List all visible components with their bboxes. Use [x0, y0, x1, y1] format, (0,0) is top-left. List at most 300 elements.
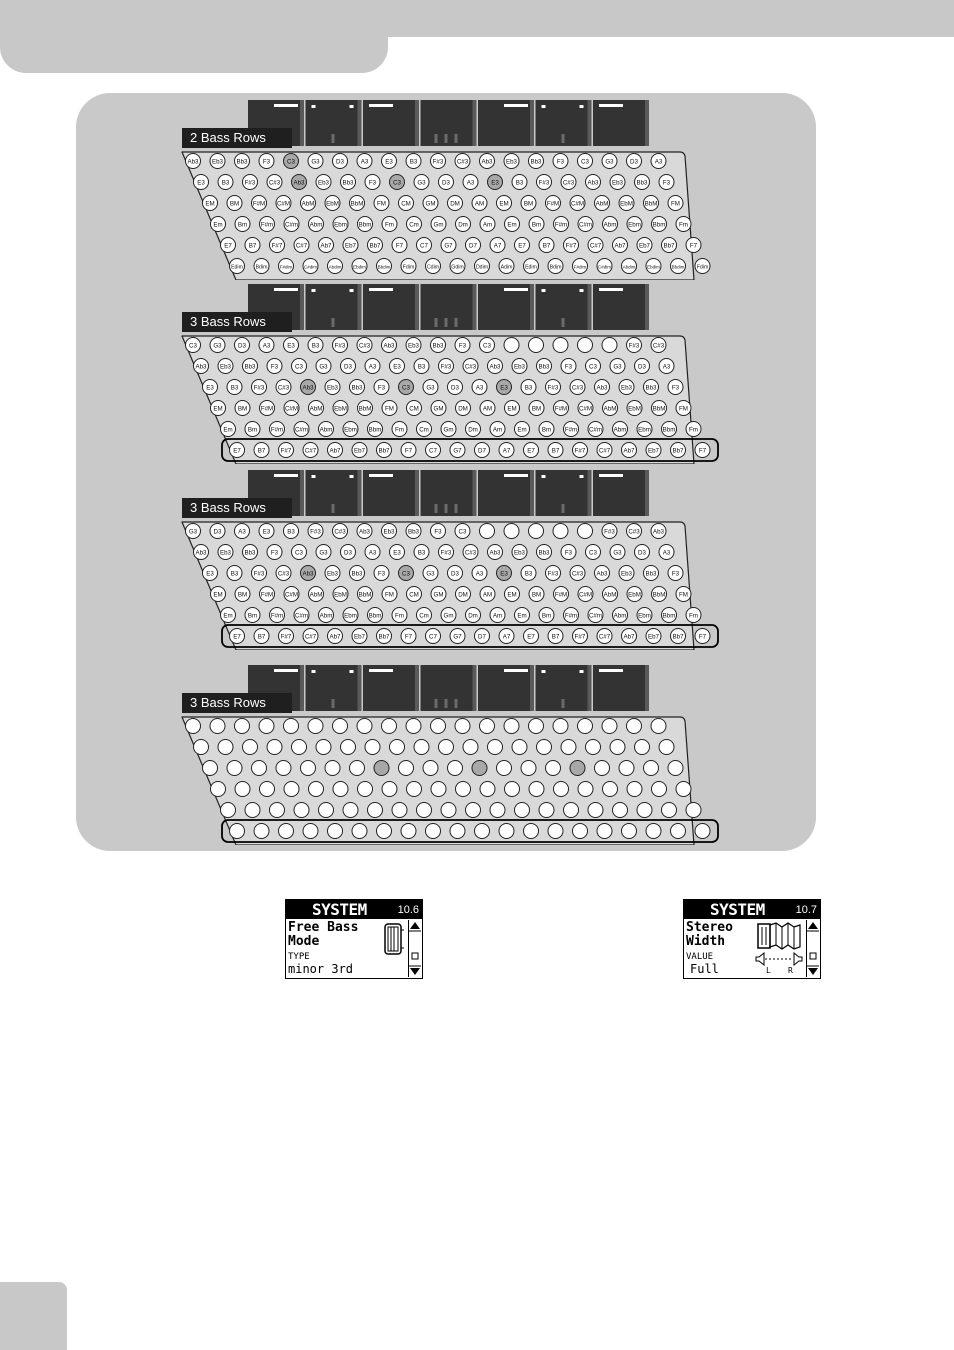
bass-button — [610, 740, 625, 755]
bass-button-label: C#3 — [334, 528, 346, 536]
bass-button-label: F3 — [434, 528, 442, 536]
key-strip — [0, 284, 954, 332]
page-corner-tab — [0, 1282, 67, 1350]
bass-button — [622, 824, 637, 839]
bass-button-label: C3 — [189, 342, 197, 350]
bass-button-label: Am — [492, 426, 503, 434]
bass-button — [382, 338, 397, 353]
bass-button-label: Bbm — [662, 612, 676, 620]
bass-button — [644, 566, 659, 581]
bass-button-label: F#7 — [271, 242, 283, 250]
bass-button — [635, 359, 650, 374]
bass-button — [377, 629, 392, 644]
bass-button — [439, 740, 454, 755]
bass-button — [260, 782, 275, 797]
bass-button-label: EbM — [334, 405, 347, 413]
bass-button-label: EM — [499, 200, 509, 208]
bass-button-label: E7 — [527, 447, 535, 455]
bass-button — [515, 238, 530, 253]
lcd-value-label: VALUE — [686, 952, 714, 962]
bass-button — [186, 154, 201, 169]
bass-button — [399, 380, 414, 395]
bass-button-label: Bb3 — [244, 549, 256, 557]
bass-button — [662, 608, 677, 623]
bass-button — [686, 422, 701, 437]
bass-button-label: Gdim — [451, 264, 464, 271]
bass-button — [573, 824, 588, 839]
bass-button-label: C#3 — [277, 384, 290, 392]
bass-button — [325, 566, 340, 581]
bass-button-label: GM — [433, 591, 444, 599]
bass-button — [637, 422, 652, 437]
bass-button — [652, 587, 667, 602]
bass-button-label: D3 — [638, 363, 646, 371]
bass-button — [374, 380, 389, 395]
bass-button — [414, 359, 429, 374]
bass-button — [357, 338, 372, 353]
bass-button-label: Ab3 — [489, 363, 501, 371]
bass-button — [294, 803, 309, 818]
bass-button — [352, 443, 367, 458]
register-key — [421, 100, 477, 146]
bass-button — [475, 443, 490, 458]
bass-button — [671, 259, 686, 274]
bass-button — [279, 629, 294, 644]
lcd-param-line1: Free Bass — [288, 920, 359, 935]
bass-button — [499, 443, 514, 458]
bass-button — [235, 217, 250, 232]
bass-button-label: G3 — [319, 363, 328, 371]
bass-button-label: BbM — [358, 591, 372, 599]
bass-button-label: F#3 — [547, 570, 559, 578]
bass-button — [448, 761, 463, 776]
bass-button — [441, 608, 456, 623]
bass-button — [662, 803, 677, 818]
bass-button-label: F7 — [395, 242, 404, 250]
bass-button — [644, 196, 659, 211]
bass-button — [671, 824, 686, 839]
bass-button — [333, 401, 348, 416]
bass-button — [399, 196, 414, 211]
bass-button — [570, 566, 585, 581]
bass-button-label: Bm — [247, 612, 258, 620]
bass-button — [358, 217, 373, 232]
bass-button — [227, 196, 242, 211]
bass-button-label: Ebm — [638, 612, 651, 620]
bass-button-label: D7 — [478, 447, 486, 455]
bass-button — [210, 338, 225, 353]
bass-button-label: Gm — [443, 426, 454, 434]
bass-button — [610, 545, 625, 560]
bass-button — [221, 803, 236, 818]
bass-button — [414, 740, 429, 755]
bass-button — [455, 154, 470, 169]
bass-button — [529, 587, 544, 602]
bass-button — [235, 401, 250, 416]
key-strip — [0, 470, 954, 518]
bass-button — [466, 608, 481, 623]
bass-button-label: B7 — [248, 242, 257, 250]
bass-button — [505, 587, 520, 602]
bass-button-label: Eb3 — [219, 363, 232, 371]
bass-button — [475, 259, 490, 274]
bass-button — [613, 608, 628, 623]
bass-button-label: Abdim — [622, 264, 636, 270]
bass-button-label: Ab7 — [614, 242, 626, 250]
bass-button-label: F#M — [260, 591, 274, 599]
bass-button — [613, 803, 628, 818]
bass-button — [537, 740, 552, 755]
bass-button-label: BbM — [644, 200, 658, 208]
bass-button-label: E3 — [491, 179, 499, 187]
bass-button — [350, 761, 365, 776]
bass-button-label: E7 — [518, 242, 526, 250]
bass-button-label: F3 — [270, 363, 279, 371]
bass-button — [504, 719, 519, 734]
bass-button — [524, 629, 539, 644]
bass-button-label: Ab3 — [383, 342, 395, 350]
bass-button — [194, 740, 209, 755]
lcd-page-number: 10.6 — [397, 904, 419, 916]
bass-button — [221, 238, 236, 253]
bass-button — [333, 217, 348, 232]
bass-button — [504, 338, 519, 353]
bass-button — [456, 401, 471, 416]
bass-button-label: D3 — [451, 384, 459, 392]
bass-button — [399, 566, 414, 581]
bass-button — [662, 422, 677, 437]
bass-button — [417, 608, 432, 623]
bass-button — [368, 608, 383, 623]
bass-button — [448, 380, 463, 395]
bass-button-label: Fm — [395, 612, 404, 620]
bass-button-label: F#3 — [628, 342, 640, 350]
bass-button-label: FM — [671, 200, 680, 208]
bass-button-label: F3 — [377, 570, 386, 578]
speaker-balance-icon — [754, 952, 804, 968]
bass-button-label: B3 — [417, 549, 426, 557]
bass-button-label: BbM — [652, 591, 666, 599]
bass-button — [619, 761, 634, 776]
bass-button — [524, 824, 539, 839]
bass-button — [676, 587, 691, 602]
bass-button — [407, 587, 422, 602]
bass-button — [426, 259, 441, 274]
bass-button — [553, 154, 568, 169]
bass-button — [194, 175, 209, 190]
bass-button — [392, 608, 407, 623]
bass-button-label: A7 — [502, 633, 511, 641]
bass-button-label: Ebm — [334, 221, 347, 229]
bass-button-label: G3 — [311, 158, 320, 166]
bass-button — [466, 422, 481, 437]
bass-button — [227, 566, 242, 581]
bass-button-label: Bm — [541, 612, 552, 620]
bass-button — [441, 803, 456, 818]
bass-button — [539, 608, 554, 623]
bass-section-1 — [0, 100, 954, 300]
bass-button — [570, 196, 585, 211]
bass-button-label: F3 — [262, 158, 271, 166]
bass-button — [382, 401, 397, 416]
bass-button — [554, 401, 569, 416]
bass-button — [529, 524, 544, 539]
bass-button — [578, 217, 593, 232]
bass-button — [319, 608, 334, 623]
bass-button — [407, 401, 422, 416]
bass-button-label: Em — [223, 612, 233, 620]
register-key — [593, 100, 649, 146]
bass-button-label: Eb3 — [383, 528, 395, 536]
bass-button-label: F#3 — [310, 528, 321, 536]
bass-button-label: Edim — [231, 264, 243, 271]
bass-button-label: D3 — [638, 549, 646, 557]
bass-button-label: E7 — [527, 633, 535, 641]
bass-button — [499, 259, 514, 274]
bass-button — [341, 545, 356, 560]
bass-button — [319, 238, 334, 253]
bass-button — [488, 175, 503, 190]
bass-button — [659, 545, 674, 560]
bass-button-label: Bb3 — [244, 363, 256, 371]
bass-button-label: F#M — [252, 200, 266, 208]
bass-button — [284, 338, 299, 353]
bass-button-label: Gm — [443, 612, 454, 620]
bass-button — [186, 338, 201, 353]
bass-button-label: Eb3 — [407, 342, 420, 350]
bass-button — [646, 824, 661, 839]
bass-button-label: A3 — [368, 549, 377, 557]
bass-button-label: D3 — [630, 158, 638, 166]
bass-button — [333, 338, 348, 353]
bass-button — [570, 380, 585, 395]
bass-button — [303, 824, 318, 839]
bass-button-label: C3 — [295, 363, 303, 371]
bass-button — [301, 566, 316, 581]
bass-button — [392, 422, 407, 437]
bass-button — [260, 217, 275, 232]
bass-button — [218, 359, 233, 374]
bass-button-label: Fm — [689, 612, 698, 620]
bass-button — [270, 238, 285, 253]
bass-button-label: C#m — [294, 612, 309, 620]
bass-button-label: C#3 — [628, 528, 640, 536]
lcd-screen-stereo-width — [683, 899, 821, 979]
register-key — [478, 470, 534, 516]
bass-button-label: B3 — [230, 570, 239, 578]
bass-button-label: C#M — [578, 591, 593, 599]
section-label: 3 Bass Rows — [182, 312, 292, 332]
bass-button-label: F#m — [554, 221, 568, 229]
bass-button — [407, 217, 422, 232]
bass-button — [627, 782, 642, 797]
bass-button — [553, 719, 568, 734]
bass-button-label: Eb3 — [611, 179, 624, 187]
bass-button-label: Bb3 — [530, 158, 542, 166]
lcd-title: SYSTEM — [710, 900, 765, 919]
bass-button — [235, 719, 250, 734]
bass-button — [235, 782, 250, 797]
bass-button — [267, 175, 282, 190]
bass-button — [570, 761, 585, 776]
bass-button — [279, 259, 294, 274]
bass-button — [695, 443, 710, 458]
bass-button-label: F#7 — [280, 447, 292, 455]
bass-button-label: D3 — [442, 179, 450, 187]
bass-button — [539, 803, 554, 818]
register-key — [478, 100, 534, 146]
bass-button-label: C#dim — [303, 264, 318, 270]
scroll-up-icon — [808, 922, 818, 929]
register-key — [593, 470, 649, 516]
bass-button — [374, 761, 389, 776]
bass-button — [635, 740, 650, 755]
bass-button — [368, 422, 383, 437]
bass-button — [564, 608, 579, 623]
bass-button — [284, 524, 299, 539]
bass-button — [439, 545, 454, 560]
lcd-title: SYSTEM — [312, 900, 367, 919]
bass-button — [659, 175, 674, 190]
bass-button — [218, 175, 233, 190]
register-key — [536, 100, 592, 146]
bass-button — [450, 629, 465, 644]
bass-button-label: Bdim — [255, 264, 268, 271]
bass-button-label: Fm — [679, 221, 688, 229]
bass-button-label: Bb3 — [236, 158, 248, 166]
bass-button — [309, 587, 324, 602]
bass-button — [267, 545, 282, 560]
bass-button — [276, 196, 291, 211]
bass-button-label: F#M — [260, 405, 274, 413]
bass-button — [644, 761, 659, 776]
bass-button — [676, 217, 691, 232]
bass-button — [497, 761, 512, 776]
register-key — [306, 470, 362, 516]
bass-button — [537, 359, 552, 374]
bass-button-label: C#3 — [456, 158, 469, 166]
bass-button-label: B3 — [311, 342, 320, 350]
bass-button — [414, 175, 429, 190]
bass-button — [578, 338, 593, 353]
section-label: 3 Bass Rows — [182, 498, 292, 518]
bass-button — [671, 443, 686, 458]
bass-button-label: Eb3 — [317, 179, 330, 187]
bass-button — [637, 803, 652, 818]
bass-button — [358, 782, 373, 797]
bass-button — [316, 740, 331, 755]
bass-button-label: F#7 — [574, 447, 586, 455]
bass-button-label: Bb3 — [538, 549, 550, 557]
bass-button-label: A3 — [360, 158, 369, 166]
bass-button — [602, 719, 617, 734]
bass-button-label: Bb3 — [351, 570, 363, 578]
bass-button — [194, 359, 209, 374]
register-key — [363, 284, 419, 330]
bass-button — [662, 238, 677, 253]
bass-button-label: CM — [409, 405, 419, 413]
bass-button — [431, 338, 446, 353]
bass-button-label: EM — [213, 405, 223, 413]
scroll-down-icon — [808, 968, 818, 975]
bass-button — [619, 380, 634, 395]
bass-button — [515, 803, 530, 818]
bass-button — [554, 587, 569, 602]
bass-button — [227, 380, 242, 395]
bass-button-label: BM — [229, 200, 240, 208]
bass-button — [439, 359, 454, 374]
bass-button — [382, 524, 397, 539]
bass-button — [350, 380, 365, 395]
lcd-scrollbar — [408, 920, 421, 977]
lcd-header — [286, 900, 422, 919]
bass-button-label: B7 — [257, 633, 266, 641]
lcd-param-line2: Mode — [288, 934, 320, 949]
bass-button-label: Abm — [319, 612, 333, 620]
bass-button-label: E7 — [233, 447, 241, 455]
register-key — [306, 284, 362, 330]
bass-button-label: F3 — [662, 179, 671, 187]
bass-button-label: BM — [531, 591, 542, 599]
bass-button — [203, 566, 218, 581]
bass-button — [210, 524, 225, 539]
bass-button-label: G3 — [319, 549, 328, 557]
bass-button — [659, 359, 674, 374]
bass-button — [644, 380, 659, 395]
bass-button-label: Cdim — [426, 264, 440, 271]
bass-button — [564, 238, 579, 253]
bass-button — [668, 196, 683, 211]
bass-button — [537, 545, 552, 560]
bass-button-label: AbM — [309, 405, 323, 413]
bass-button-label: EbM — [628, 405, 641, 413]
bass-button-label: D3 — [336, 158, 344, 166]
register-key — [593, 665, 649, 711]
lcd-param-line1: Stereo — [686, 920, 733, 935]
bass-button-label: E3 — [206, 570, 214, 578]
bass-button-label: C3 — [295, 549, 303, 557]
bass-button-label: Ab3 — [302, 384, 314, 392]
bass-button — [651, 154, 666, 169]
bass-button-label: C#3 — [464, 549, 477, 557]
bass-button — [504, 154, 519, 169]
bass-button — [259, 524, 274, 539]
bass-button-label: F#7 — [574, 633, 586, 641]
bass-button-label: F#3 — [604, 528, 615, 536]
bass-button-label: Ebm — [638, 426, 651, 434]
bass-button-label: Eb3 — [505, 158, 518, 166]
bass-button-label: Eb7 — [647, 447, 660, 455]
bass-button-label: Ebdim — [353, 264, 366, 270]
bass-button-label: Bm — [237, 221, 248, 229]
bass-button — [431, 524, 446, 539]
bass-button — [325, 761, 340, 776]
bass-button — [194, 545, 209, 560]
bass-button — [230, 824, 245, 839]
bass-button-label: C3 — [458, 528, 467, 536]
bass-button-label: DM — [458, 405, 468, 413]
bass-button-label: Bm — [531, 221, 542, 229]
bass-button — [668, 566, 683, 581]
bass-button — [548, 824, 563, 839]
bass-button-label: C#M — [578, 405, 593, 413]
bass-button-label: Ab3 — [358, 528, 371, 536]
bass-button-label: Fm — [385, 221, 394, 229]
bass-button-label: Ab3 — [596, 384, 608, 392]
bass-button-label: Em — [223, 426, 233, 434]
bass-button — [521, 380, 536, 395]
bass-button-label: A3 — [238, 528, 246, 536]
